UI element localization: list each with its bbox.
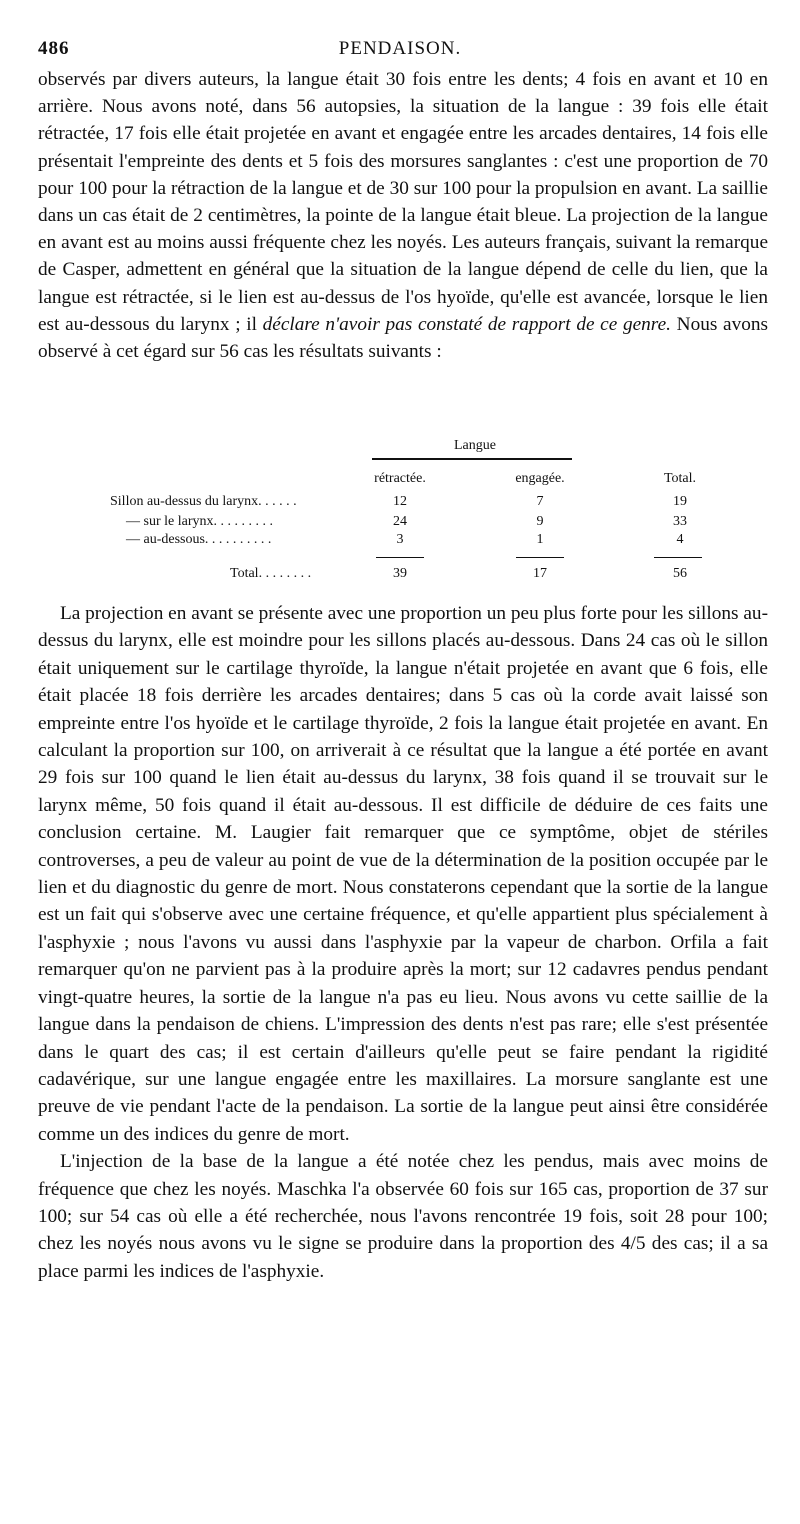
table-sum-rule: [654, 557, 702, 558]
body-text-lower: [38, 600, 768, 1285]
table-cell: 9: [536, 514, 544, 529]
running-title: PENDAISON.: [338, 38, 462, 59]
table-cell: 33: [673, 514, 687, 529]
table-cell: 4: [676, 532, 684, 547]
table-cell: 24: [393, 514, 407, 529]
paragraph-1-text: observés par divers auteurs, la langue était 30 fois entre les dents; 4 fois en avant et 10 en arrière. Nous avons noté, dans 56 autopsies, la situation de la langue : 39 fois elle était rétractée, 17 fois elle était projetée en avant et engagée entre les arcades dentaires, 14 fois elle présentait l'empreinte des dents et 5 fois des morsures sanglantes : c'est une proportion de 70 pour 100 pour la rétraction de la langue et de 30 sur 100 pour la propulsion en avant. La saillie dans un cas était de 2 centimètres, la pointe de la langue était bleue. La projection de la langue en avant est au moins aussi fréquente chez les noyés. Les auteurs français, suivant la remarque de Casper, admettent en général que la situation de la langue dépend de celle du lien, que la langue est rétractée, si le lien est au-dessus de l'os hyoïde, qu'elle est avancée, lorsque le lien est au-dessous du larynx ; il: [38, 69, 768, 335]
paragraph-1-italic: déclare n'avoir pas constaté de rapport de ce genre.: [262, 313, 671, 335]
table-group-header: Langue: [454, 438, 496, 453]
table-group-rule: [372, 458, 572, 460]
paragraph-2: La projection en avant se présente avec une proportion un peu plus forte pour les sillons au-dessus du larynx, elle est moindre pour les sillons placés au-dessous. Dans 24 cas où le sillon était uniquement sur le cartilage thyroïde, la langue n'était projetée en avant que 6 fois, elle était placée 18 fois derrière les arcades dentaires; dans 5 cas où la corde avait laissé son empreinte entre l'os hyoïde et le cartilage thyroïde, 2 fois la langue était projetée en avant. En calculant la proportion sur 100, on arriverait à ce résultat que la langue a été portée en avant 29 fois sur 100 quand le lien était au-dessus du larynx, 38 fois quand il se trouvait sur le larynx même, 50 fois quand il était au-dessous. Il est difficile de déduire de ces faits une conclusion certaine. M. Laugier fait remarquer que ce symptôme, objet de stériles controverses, a peu de valeur au point de vue de la détermination de la position occupée par le lien et du diagnostic du genre de mort. Nous constaterons cependant que la sortie de la langue est un fait qui s'observe avec une certaine fréquence, et qu'elle appartient plus spécialement à l'asphyxie ; nous l'avons vu aussi dans l'asphyxie par la vapeur de charbon. Orfila a fait remarquer qu'on ne parvient pas à la produire après la mort; sur 12 cadavres pendus pendant vingt-quatre heures, la sortie de la langue n'a pas eu lieu. Nous avons vu cette saillie de la langue dans la pendaison de chiens. L'impression des dents n'est pas rare; elle s'est présentée dans le quart des cas; il est certain d'ailleurs qu'elle peut se faire pendant la rigidité cadavérique, sur une langue engagée entre les maxillaires. La morsure sanglante est une preuve de vie pendant l'acte de la pendaison. La sortie de la langue peut ainsi être considérée comme un des indices du genre de mort.: [38, 603, 768, 1145]
column-header-total: Total.: [663, 471, 697, 486]
page-number: 486: [38, 38, 70, 59]
column-header-engagee: engagée.: [515, 471, 565, 486]
statistics-table: [0, 0, 800, 600]
table-total-cell: 39: [393, 566, 407, 581]
column-header-retractee: rétractée.: [374, 471, 426, 486]
table-row-label: Sillon au-dessus du larynx. . . . . .: [110, 494, 297, 509]
table-row-label: — sur le larynx. . . . . . . . .: [126, 514, 273, 529]
table-total-cell: 56: [673, 566, 687, 581]
table-sum-rule: [516, 557, 564, 558]
table-cell: 3: [396, 532, 404, 547]
table-cell: 7: [536, 494, 544, 509]
paragraph-3: L'injection de la base de la langue a été notée chez les pendus, mais avec moins de fréquence que chez les noyés. Maschka l'a observée 60 fois sur 165 cas, proportion de 37 sur 100; sur 54 cas où elle a été recherchée, nous l'avons rencontrée 19 fois, soit 28 pour 100; chez les noyés nous avons vu le signe se produire dans la proportion des 4/5 des cas; il a sa place parmi les indices de l'asphyxie.: [38, 1151, 768, 1282]
table-cell: 19: [673, 494, 687, 509]
table-cell: 1: [536, 532, 544, 547]
paragraph-1-end: Nous avons observé à cet égard sur 56 cas les résultats suivants :: [38, 313, 768, 363]
table-cell: 12: [393, 494, 407, 509]
table-sum-rule: [376, 557, 424, 558]
table-total-cell: 17: [533, 566, 547, 581]
table-total-label: Total. . . . . . . .: [230, 566, 312, 581]
table-row-label: — au-dessous. . . . . . . . . .: [126, 532, 272, 547]
